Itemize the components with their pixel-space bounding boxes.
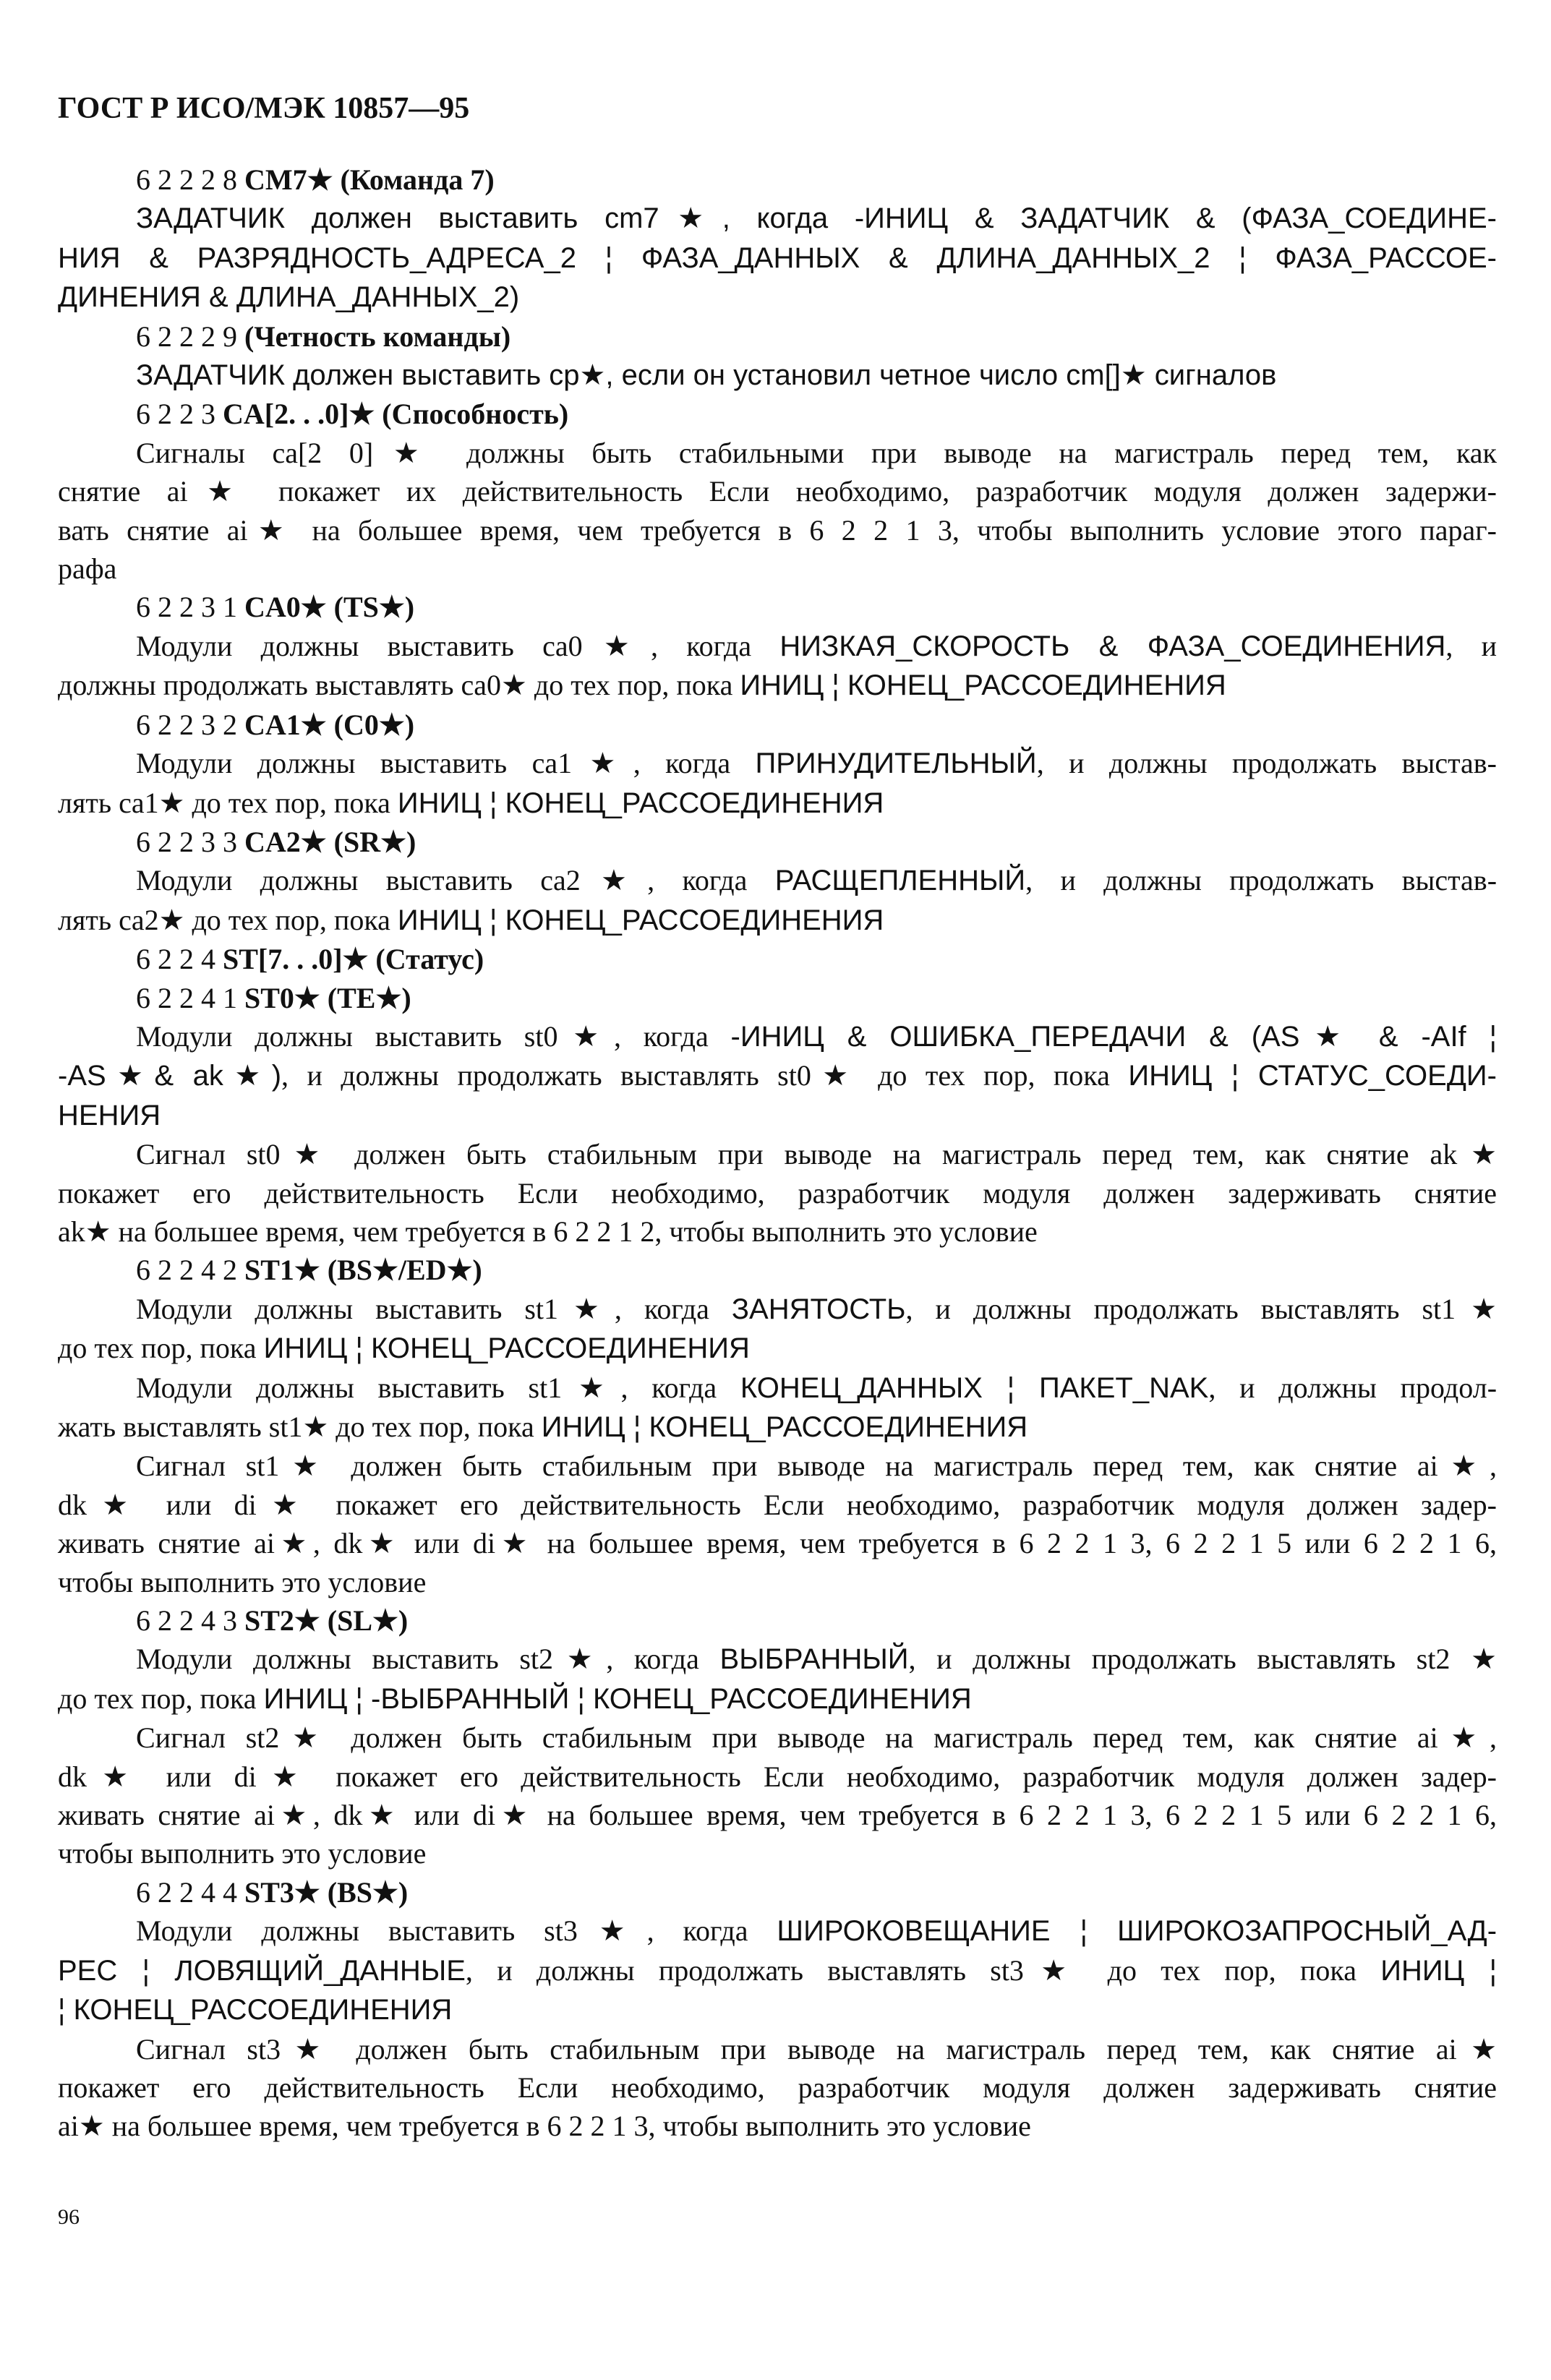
- signal-term-text: ИНИЦ ¦ КОНЕЦ_РАССОЕДИНЕНИЯ: [263, 1332, 750, 1365]
- text-line: [58, 666, 1497, 705]
- body-text: лять ca2★ до тех пор, пока: [58, 903, 398, 936]
- text-line: [58, 979, 1497, 1017]
- section-heading-text: CA0★ (TS★): [244, 591, 415, 624]
- text-line: [58, 2068, 1497, 2107]
- signal-term-text: ¦ КОНЕЦ_РАССОЕДИНЕНИЯ: [58, 1994, 453, 2026]
- signal-term-text: ИНИЦ ¦ -ВЫБРАННЫЙ ¦ КОНЕЦ_РАССОЕДИНЕНИЯ: [263, 1682, 972, 1715]
- text-line: [58, 1834, 1497, 1872]
- body-text: Модули должны выставить st0★, когда: [136, 1019, 731, 1053]
- body-text: , и должны продол-: [1208, 1371, 1497, 1404]
- section-heading-text: CA1★ (C0★): [244, 708, 415, 741]
- body-text: Модули должны выставить ca0★, когда: [136, 629, 780, 662]
- text-line: [58, 1096, 1497, 1135]
- section-heading-text: ST[7. . .0]★ (Статус): [223, 943, 484, 976]
- body-text: 6 2 2 2 9: [136, 320, 244, 353]
- page-number: 96: [58, 2205, 80, 2229]
- signal-term-text: -ИНИЦ & ОШИБКА_ПЕРЕДАЧИ & (AS★ & -AIf ¦: [730, 1020, 1497, 1053]
- body-text: , и должны продолжать выставлять st3★ до тех пор, пока: [465, 1953, 1381, 1987]
- body-text: Сигнал st2★ должен быть стабильным при выводе на магистраль перед тем, как снятие ai★,: [136, 1721, 1497, 1755]
- text-line: [58, 1174, 1497, 1212]
- signal-term-text: ШИРОКОВЕЩАНИЕ ¦ ШИРОКОЗАПРОСНЫЙ_АД-: [777, 1915, 1497, 1948]
- body-text: , и должны продолжать выставлять st1★: [905, 1292, 1497, 1325]
- section-heading-text: ST2★ (SL★): [244, 1604, 409, 1638]
- signal-term-text: НЕНИЯ: [58, 1099, 161, 1131]
- text-line: [58, 317, 1497, 356]
- body-text: dk★ или di★ покажет его действительность Если необходимо, разработчик модуля должен задер-: [58, 1760, 1497, 1793]
- body-text: ak★ на большее время, чем требуется в 6 2 2 1 2, чтобы выполнить это условие: [58, 1215, 1038, 1248]
- body-text: покажет его действительность Если необходимо, разработчик модуля должен задерживать снятие: [58, 2071, 1497, 2104]
- text-line: [58, 2030, 1497, 2068]
- body-text: Сигнал st3★ должен быть стабильным при выводе на магистраль перед тем, как снятие ai★: [136, 2032, 1497, 2066]
- text-line: [58, 472, 1497, 510]
- body-text: 6 2 2 2 8: [136, 163, 244, 196]
- signal-term-text: ЗАДАТЧИК должен выставить cm7★, когда -ИНИЦ & ЗАДАТЧИК & (ФАЗА_СОЕДИНЕ-: [136, 202, 1497, 235]
- document-header: ГОСТ Р ИСО/МЭК 10857—95: [58, 92, 470, 125]
- section-heading-text: CA2★ (SR★): [244, 825, 416, 858]
- body-text: Модули должны выставить st1★, когда: [136, 1292, 732, 1325]
- text-line: [58, 1873, 1497, 1912]
- text-line: [58, 1679, 1497, 1718]
- body-text: 6 2 2 4 4: [136, 1875, 244, 1909]
- signal-term-text: -AS★& ak★): [58, 1060, 282, 1092]
- signal-term-text: ПРИНУДИТЕЛЬНЫЙ: [755, 748, 1037, 780]
- text-line: [58, 2107, 1497, 2145]
- body-text: , и должны продолжать выставлять st2 ★: [908, 1643, 1497, 1676]
- body-text: чтобы выполнить это условие: [58, 1837, 427, 1870]
- signal-term-text: РАСЩЕПЛЕННЫЙ: [774, 865, 1026, 897]
- section-heading-text: CA[2. . .0]★ (Способность): [223, 398, 569, 431]
- signal-term-text: ЗАНЯТОСТЬ: [731, 1293, 906, 1325]
- text-line: [58, 1758, 1497, 1796]
- body-text: Модули должны выставить st2★, когда: [136, 1643, 720, 1676]
- text-line: [58, 706, 1497, 744]
- text-line: [58, 1329, 1497, 1368]
- text-line: [58, 278, 1497, 317]
- signal-term-text: ИНИЦ ¦ КОНЕЦ_РАССОЕДИНЕНИЯ: [740, 669, 1226, 702]
- body-text: , и должны продолжать выставлять st0★ до тех пор, пока: [281, 1059, 1129, 1092]
- text-line: [58, 1447, 1497, 1485]
- signal-term-text: РЕС ¦ ЛОВЯЩИЙ_ДАННЫЕ: [58, 1954, 466, 1987]
- body-text: жать выставлять st1★ до тех пор, пока: [58, 1411, 542, 1443]
- body-text: 6 2 2 4 3: [136, 1604, 244, 1638]
- text-line: [58, 434, 1497, 472]
- body-text: 6 2 2 4: [136, 943, 223, 976]
- body-text: Модули должны выставить st3★, когда: [136, 1914, 777, 1948]
- text-line: [58, 588, 1497, 626]
- text-line: [58, 1563, 1497, 1601]
- body-text: живать снятие ai★, dk★ или di★ на большее время, чем требуется в 6 2 2 1 3, 6 2 2 1 5 или 6 2 2 1 6,: [58, 1527, 1497, 1560]
- body-text: вать снятие ai★ на большее время, чем требуется в 6 2 2 1 3, чтобы выполнить условие этого параг-: [58, 513, 1497, 547]
- signal-term-text: НИЯ & РАЗРЯДНОСТЬ_АДРЕСА_2 ¦ ФАЗА_ДАННЫХ & ДЛИНА_ДАННЫХ_2 ¦ ФАЗА_РАССОЕ-: [58, 241, 1497, 274]
- text-line: [58, 823, 1497, 861]
- body-text: 6 2 2 3 1: [136, 591, 244, 624]
- text-line: [58, 1951, 1497, 1990]
- body-text: лять ca1★ до тех пор, пока: [58, 786, 398, 819]
- body-text: Сигнал st1★ должен быть стабильным при выводе на магистраль перед тем, как снятие ai★,: [136, 1450, 1497, 1483]
- text-line: [58, 1251, 1497, 1289]
- text-line: [58, 549, 1497, 588]
- body-text: Сигнал st0★ должен быть стабильным при выводе на магистраль перед тем, как снятие ak★: [136, 1138, 1497, 1171]
- body-text: dk★ или di★ покажет его действительность Если необходимо, разработчик модуля должен задер-: [58, 1488, 1497, 1521]
- section-heading-text: CM7★ (Команда 7): [244, 163, 495, 196]
- body-text: ai★ на большее время, чем требуется в 6 2 2 1 3, чтобы выполнить это условие: [58, 2110, 1031, 2143]
- text-line: [58, 1640, 1497, 1679]
- body-text: , и должны продолжать выстав-: [1025, 864, 1497, 897]
- text-line: [58, 1718, 1497, 1757]
- text-line: [58, 1601, 1497, 1640]
- text-line: [58, 1135, 1497, 1173]
- text-line: [58, 1912, 1497, 1951]
- text-line: [58, 356, 1497, 395]
- body-text: покажет его действительность Если необходимо, разработчик модуля должен задерживать снятие: [58, 1176, 1497, 1210]
- text-line: [58, 199, 1497, 238]
- text-line: [58, 901, 1497, 940]
- text-line: [58, 1486, 1497, 1524]
- signal-term-text: ВЫБРАННЫЙ: [719, 1643, 909, 1676]
- body-text: 6 2 2 3 2: [136, 708, 244, 741]
- text-line: [58, 511, 1497, 549]
- section-heading-text: ST0★ (TE★): [244, 981, 411, 1014]
- signal-term-text: ДИНЕНИЯ & ДЛИНА_ДАННЫХ_2): [58, 281, 520, 314]
- signal-term-text: ИНИЦ ¦: [1380, 1954, 1497, 1987]
- body-text: 6 2 2 4 1: [136, 981, 244, 1014]
- text-line: [58, 1408, 1497, 1447]
- text-line: [58, 784, 1497, 823]
- body-text: , и: [1445, 629, 1497, 662]
- signal-term-text: ИНИЦ ¦ КОНЕЦ_РАССОЕДИНЕНИЯ: [397, 904, 884, 936]
- text-line: [58, 627, 1497, 666]
- signal-term-text: ИНИЦ ¦ КОНЕЦ_РАССОЕДИНЕНИЯ: [397, 787, 884, 819]
- body-text: до тех пор, пока: [58, 1682, 264, 1715]
- section-heading-text: ST3★ (BS★): [244, 1875, 409, 1909]
- text-line: [58, 1017, 1497, 1056]
- text-line: [58, 1212, 1497, 1251]
- body-text: до тех пор, пока: [58, 1332, 264, 1365]
- text-line: [58, 395, 1497, 433]
- body-text: 6 2 2 3 3: [136, 825, 244, 858]
- text-line: [58, 861, 1497, 900]
- body-text: чтобы выполнить это условие: [58, 1565, 427, 1598]
- body-text: , и должны продолжать выстав-: [1036, 747, 1497, 780]
- signal-term-text: ИНИЦ ¦ КОНЕЦ_РАССОЕДИНЕНИЯ: [541, 1411, 1028, 1443]
- body-text: Модули должны выставить st1★, когда: [136, 1371, 740, 1404]
- signal-term-text: ИНИЦ ¦ СТАТУС_СОЕДИ-: [1128, 1060, 1497, 1092]
- text-line: [58, 1290, 1497, 1329]
- section-heading-text: (Четность команды): [244, 320, 511, 353]
- body-text: Сигналы ca[2 0]★ должны быть стабильными при выводе на магистраль перед тем, как: [136, 436, 1497, 469]
- body-text: должны продолжать выставлять ca0★ до тех пор, пока: [58, 669, 740, 702]
- text-line: [58, 744, 1497, 783]
- body-text: рафа: [58, 552, 117, 586]
- text-line: [58, 1524, 1497, 1562]
- body-text: 6 2 2 4 2: [136, 1254, 244, 1287]
- text-line: [58, 1796, 1497, 1834]
- body-text: снятие ai★ покажет их действительность Если необходимо, разработчик модуля должен задержи-: [58, 475, 1497, 508]
- text-line: [58, 1990, 1497, 2029]
- text-line: [58, 1056, 1497, 1095]
- signal-term-text: ЗАДАТЧИК должен выставить cp★, если он установил четное число cm[]★ сигналов: [136, 359, 1277, 392]
- document-body: [58, 160, 1497, 2146]
- signal-term-text: НИЗКАЯ_СКОРОСТЬ & ФАЗА_СОЕДИНЕНИЯ: [779, 630, 1446, 662]
- text-line: [58, 940, 1497, 978]
- body-text: Модули должны выставить ca2★, когда: [136, 864, 775, 897]
- body-text: живать снятие ai★, dk★ или di★ на большее время, чем требуется в 6 2 2 1 3, 6 2 2 1 5 или 6 2 2 1 6,: [58, 1799, 1497, 1832]
- signal-term-text: КОНЕЦ_ДАННЫХ ¦ ПАКЕТ_NAK: [740, 1371, 1209, 1404]
- text-line: [58, 160, 1497, 199]
- body-text: 6 2 2 3: [136, 398, 223, 431]
- text-line: [58, 239, 1497, 278]
- section-heading-text: ST1★ (BS★/ED★): [244, 1254, 482, 1287]
- body-text: Модули должны выставить ca1★, когда: [136, 747, 756, 780]
- text-line: [58, 1369, 1497, 1408]
